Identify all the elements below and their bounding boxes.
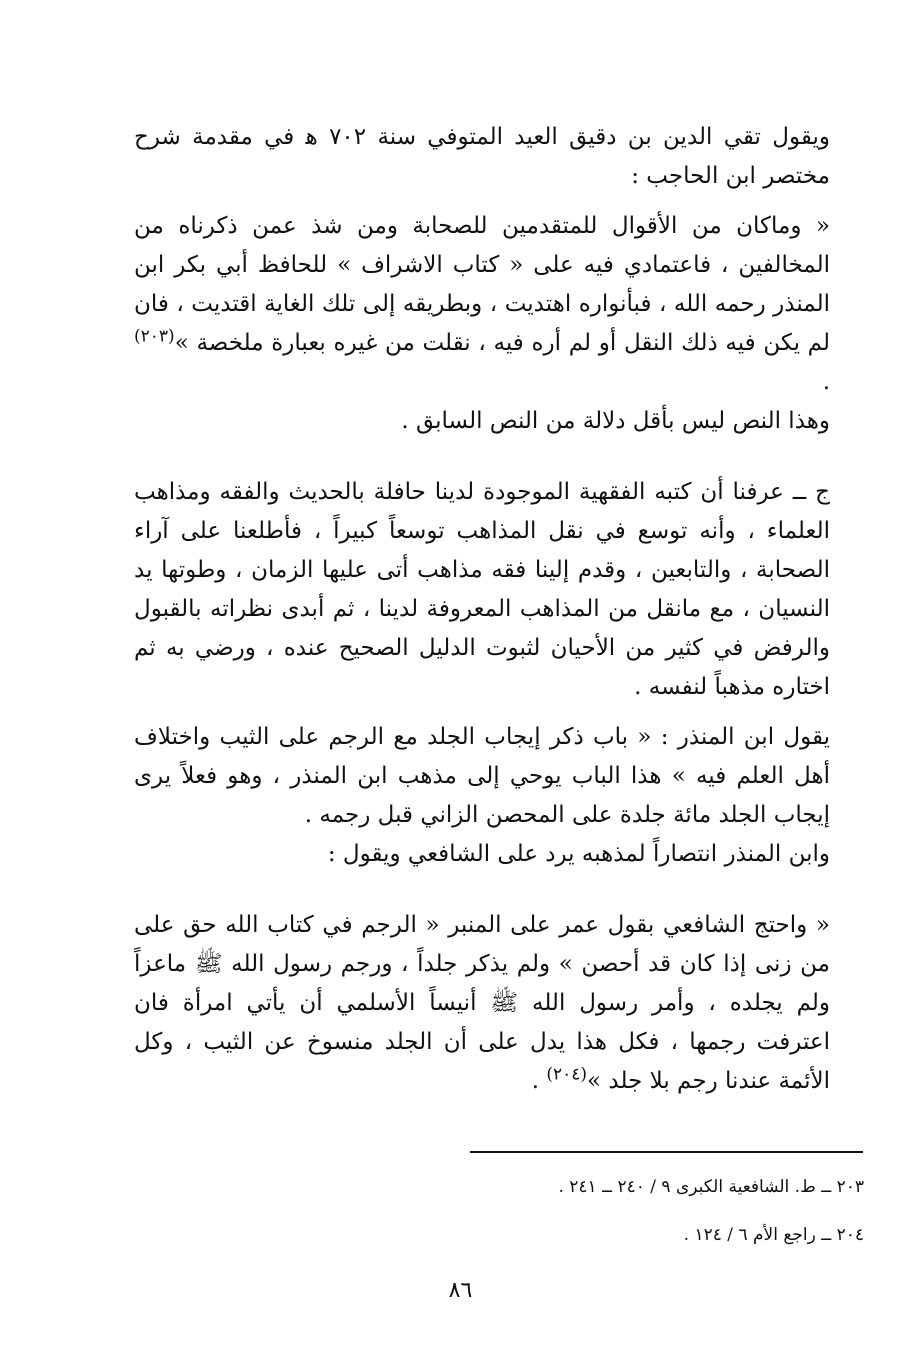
footnote-ref-203: (٢٠٣) (134, 326, 175, 347)
footnote-204: ٢٠٤ ــ راجع الأم ٦ / ١٢٤ . (683, 1225, 864, 1245)
footnote-203: ٢٠٣ ــ ط. الشافعية الكبرى ٩ / ٢٤٠ ــ ٢٤١ . (558, 1177, 864, 1197)
ibn-mundhir-paragraph: يقول ابن المنذر : « باب ذكر إيجاب الجلد مع الرجم على الثيب واختلاف أهل العلم فيه » هذا الباب يوحي إلى مذهب ابن المنذر ، وهو فعلاً يرى إيجاب الجلد مائة جلدة على المحصن الزاني قبل رجمه . (134, 724, 830, 828)
quote-ibn-daqiq: « وماكان من الأقوال للمتقدمين للصحابة ومن شذ عمن ذكرناه من المخالفين ، فاعتمادي فيه على « كتاب الاشراف » للحافظ أبي بكر ابن المنذر رحمه الله ، فبأنواره اهتديت ، وبطريقه إلى تلك الغاية اقتديت ، فان لم يكن فيه ذلك النقل أو لم أره فيه ، نقلت من غيره بعبارة ملخصة »$^{(٢٠٣)}$ . (134, 213, 830, 395)
footnote-separator (470, 1151, 863, 1153)
comment-paragraph: وهذا النص ليس بأقل دلالة من النص السابق . (401, 408, 830, 434)
quote-shafii: « واحتج الشافعي بقول عمر على المنبر « الرجم في كتاب الله حق على من زنى إذا كان قد أحصن » ولم يذكر جلداً ، ورجم رسول الله ﷺ ماعزاً ولم يجلده ، وأمر رسول الله ﷺ أنيساً الأسلمي أن يأتي امرأة فان اعترفت رجمها ، فكل هذا يدل على أن الجلد منسوخ عن الثيب ، وكل الأئمة عندنا رجم بلا جلد »$^{(٢٠٤)}$ . (134, 912, 830, 1094)
page-number: ٨٦ (448, 1278, 473, 1303)
rebuttal-intro: وابن المنذر انتصاراً لمذهبه يرد على الشافعي ويقول : (327, 841, 830, 867)
main-text (134, 118, 864, 1101)
footnote-ref-204: (٢٠٤) (546, 1064, 588, 1085)
intro-paragraph: ويقول تقي الدين بن دقيق العيد المتوفي سنة ٧٠٢ ﻫ في مقدمة شرح مختصر ابن الحاجب : (134, 124, 830, 189)
section-jeem-paragraph: ج ــ عرفنا أن كتبه الفقهية الموجودة لدينا حافلة بالحديث والفقه ومذاهب العلماء ، وأنه توسع في نقل المذاهب توسعاً كبيراً ، فأطلعنا على آراء الصحابة ، والتابعين ، وقدم إلينا فقه مذاهب أتى عليها الزمان ، وطوتها يد النسيان ، مع مانقل من المذاهب المعروفة لدينا ، ثم أبدى نظراته بالقبول والرفض في كثير من الأحيان لثبوت الدليل الصحيح عنده ، ورضي به ثم اختاره مذهباً لنفسه . (134, 479, 830, 700)
footnotes (134, 1163, 864, 1259)
